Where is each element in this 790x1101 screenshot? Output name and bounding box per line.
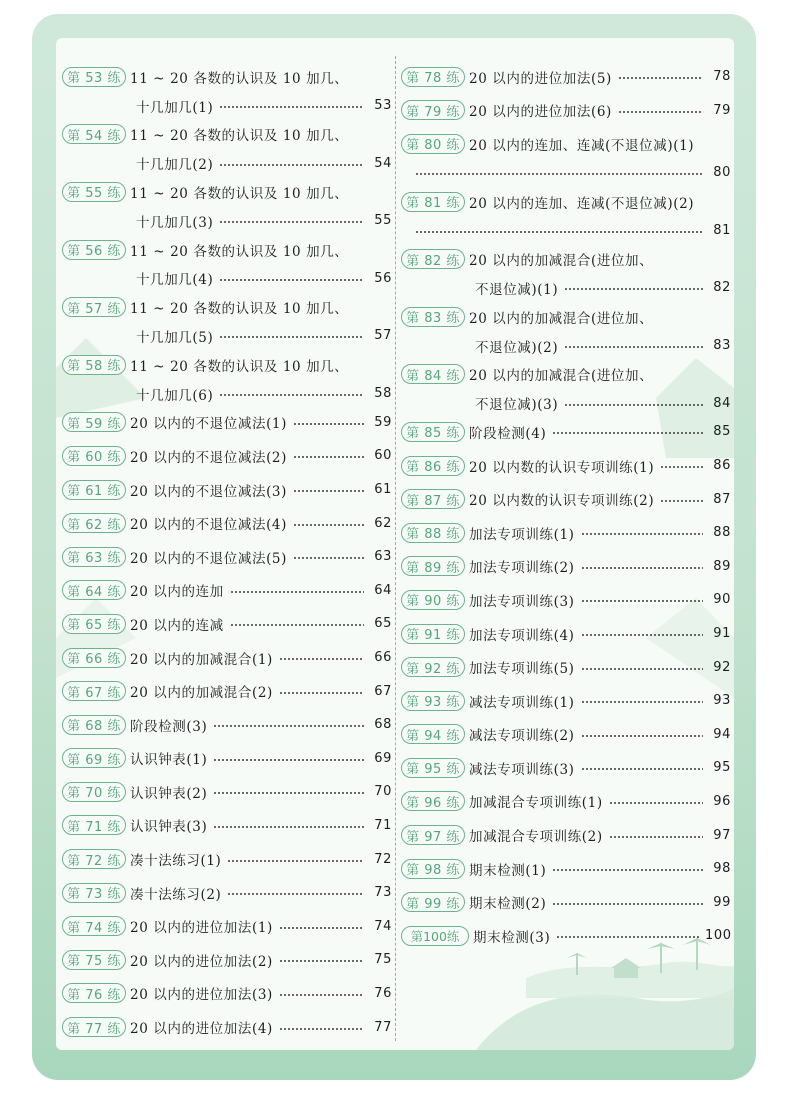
toc-entry[interactable] [401, 550, 731, 584]
toc-entry[interactable] [62, 439, 392, 473]
toc-entry[interactable] [401, 242, 731, 300]
toc-entry[interactable] [401, 583, 731, 617]
leader-dots [609, 836, 703, 838]
lesson-badge: 第 76 练 [62, 983, 126, 1003]
leader-dots [618, 111, 703, 113]
toc-entry[interactable] [62, 909, 392, 943]
toc-entry[interactable] [62, 473, 392, 507]
lesson-title: 加法专项训练(3) [469, 593, 575, 610]
toc-entry[interactable] [401, 650, 731, 684]
page-number: 70 [374, 784, 392, 800]
lesson-title: 20 以内的连加、连减(不退位减)(2) [469, 195, 695, 212]
lesson-badge: 第 61 练 [62, 480, 126, 500]
lesson-title-continued: 十几加几(3) [136, 214, 214, 231]
leader-dots [279, 927, 364, 929]
leader-dots [279, 692, 364, 694]
toc-entry[interactable] [401, 127, 731, 185]
lesson-badge: 第 53 练 [62, 67, 126, 87]
page-number: 55 [374, 213, 392, 229]
leader-dots [552, 869, 703, 871]
page-number: 88 [713, 525, 731, 541]
toc-entry[interactable] [62, 118, 392, 176]
toc-entry[interactable] [401, 482, 731, 516]
leader-dots [293, 524, 364, 526]
lesson-badge: 第 66 练 [62, 648, 126, 668]
lesson-badge: 第 59 练 [62, 412, 126, 432]
page-number: 62 [374, 515, 392, 531]
leader-dots [609, 802, 703, 804]
toc-entry[interactable] [62, 60, 392, 118]
toc-entry[interactable] [62, 1010, 392, 1044]
lesson-title: 20 以内的不退位减法(3) [130, 483, 287, 500]
page-number: 81 [713, 222, 731, 238]
lesson-badge: 第 65 练 [62, 614, 126, 634]
page-number: 58 [374, 386, 392, 402]
page-number: 63 [374, 549, 392, 565]
lesson-title: 凑十法练习(2) [130, 886, 222, 903]
page-number: 56 [374, 270, 392, 286]
lesson-title: 认识钟表(1) [130, 752, 208, 769]
lesson-badge: 第 90 练 [401, 590, 465, 610]
toc-entry[interactable] [401, 358, 731, 416]
lesson-badge: 第 94 练 [401, 724, 465, 744]
toc-entry[interactable] [62, 842, 392, 876]
leader-dots [556, 936, 699, 938]
lesson-title: 20 以内的进位加法(5) [469, 70, 612, 87]
lesson-title: 加减混合专项训练(2) [469, 829, 603, 846]
lesson-title: 20 以内的加减混合(2) [130, 685, 273, 702]
lesson-title: 20 以内的进位加法(2) [130, 953, 273, 970]
toc-entry[interactable] [401, 684, 731, 718]
page-number: 71 [374, 817, 392, 833]
leader-dots [564, 404, 703, 406]
lesson-title: 20 以内的连减 [130, 617, 224, 634]
lesson-title: 20 以内的进位加法(4) [130, 1021, 273, 1038]
lesson-title: 加法专项训练(1) [469, 526, 575, 543]
lesson-badge: 第 62 练 [62, 513, 126, 533]
toc-left-column [62, 60, 392, 1044]
leader-dots [581, 701, 703, 703]
lesson-title: 加法专项训练(4) [469, 627, 575, 644]
page-number: 83 [713, 338, 731, 354]
toc-panel [56, 38, 734, 1050]
page-number: 85 [713, 424, 731, 440]
toc-entry[interactable] [62, 708, 392, 742]
toc-entry[interactable] [62, 977, 392, 1011]
toc-entry[interactable] [62, 876, 392, 910]
leader-dots [230, 591, 364, 593]
leader-dots [219, 279, 364, 281]
lesson-title: 认识钟表(2) [130, 785, 208, 802]
page-number: 89 [713, 558, 731, 574]
lesson-title: 20 以内数的认识专项训练(1) [469, 459, 655, 476]
page-number: 100 [705, 928, 732, 944]
leader-dots [293, 456, 364, 458]
leader-dots [227, 893, 364, 895]
leader-dots [581, 634, 703, 636]
lesson-badge: 第 72 练 [62, 849, 126, 869]
leader-dots [279, 1028, 364, 1030]
lesson-title: 11 ~ 20 各数的认识及 10 加几、 [130, 243, 349, 260]
toc-entry[interactable] [62, 574, 392, 608]
lesson-badge: 第 98 练 [401, 859, 465, 879]
lesson-badge: 第 73 练 [62, 883, 126, 903]
lesson-title: 20 以内的加减混合(进位加、 [469, 310, 654, 327]
toc-entry[interactable] [62, 809, 392, 843]
lesson-title-continued: 十几加几(6) [136, 387, 214, 404]
page-number: 79 [713, 102, 731, 118]
lesson-badge: 第 84 练 [401, 364, 465, 384]
lesson-title-continued: 十几加几(2) [136, 157, 214, 174]
lesson-badge: 第 60 练 [62, 446, 126, 466]
leader-dots [213, 725, 364, 727]
lesson-title: 20 以内的进位加法(1) [130, 920, 273, 937]
toc-entry[interactable] [401, 852, 731, 886]
leader-dots [660, 466, 703, 468]
leader-dots [219, 394, 364, 396]
lesson-title: 11 ~ 20 各数的认识及 10 加几、 [130, 358, 349, 375]
lesson-title: 20 以内的不退位减法(4) [130, 517, 287, 534]
lesson-title: 20 以内的进位加法(3) [130, 987, 273, 1004]
lesson-title: 阶段检测(3) [130, 718, 208, 735]
lesson-badge: 第 79 练 [401, 100, 465, 120]
lesson-title: 加减混合专项训练(1) [469, 795, 603, 812]
lesson-badge: 第 74 练 [62, 916, 126, 936]
lesson-badge: 第 63 练 [62, 547, 126, 567]
toc-entry[interactable] [62, 674, 392, 708]
lesson-title: 20 以内的连加 [130, 584, 224, 601]
toc-entry[interactable] [62, 775, 392, 809]
lesson-title: 11 ~ 20 各数的认识及 10 加几、 [130, 185, 349, 202]
lesson-title: 期末检测(2) [469, 896, 547, 913]
leader-dots [230, 624, 364, 626]
leader-dots [581, 533, 703, 535]
lesson-badge: 第 96 练 [401, 791, 465, 811]
page-number: 86 [713, 458, 731, 474]
page-number: 82 [713, 280, 731, 296]
lesson-title-continued: 不退位减)(2) [475, 339, 559, 356]
leader-dots [552, 903, 703, 905]
lesson-title: 期末检测(3) [473, 929, 551, 946]
lesson-badge: 第 78 练 [401, 67, 465, 87]
lesson-badge: 第 85 练 [401, 422, 465, 442]
page-number: 77 [374, 1019, 392, 1035]
page-number: 53 [374, 98, 392, 114]
lesson-title: 阶段检测(4) [469, 425, 547, 442]
lesson-title: 20 以内的进位加法(6) [469, 104, 612, 121]
toc-entry[interactable] [401, 617, 731, 651]
lesson-title-continued: 不退位减)(3) [475, 397, 559, 414]
leader-dots [227, 860, 364, 862]
lesson-title: 20 以内数的认识专项训练(2) [469, 493, 655, 510]
leader-dots [213, 759, 364, 761]
leader-dots [581, 768, 703, 770]
lesson-title: 20 以内的连加、连减(不退位减)(1) [469, 137, 695, 154]
lesson-badge: 第 83 练 [401, 307, 465, 327]
page-number: 72 [374, 851, 392, 867]
leader-dots [581, 668, 703, 670]
lesson-badge: 第 67 练 [62, 681, 126, 701]
page-number: 54 [374, 155, 392, 171]
page-number: 84 [713, 395, 731, 411]
lesson-title: 凑十法练习(1) [130, 853, 222, 870]
leader-dots [564, 288, 703, 290]
page-number: 91 [713, 626, 731, 642]
page-number: 68 [374, 717, 392, 733]
page-number: 87 [713, 491, 731, 507]
lesson-badge: 第 68 练 [62, 715, 126, 735]
lesson-badge: 第 58 练 [62, 355, 126, 375]
leader-dots [564, 346, 703, 348]
lesson-badge: 第 88 练 [401, 523, 465, 543]
toc-entry[interactable] [62, 943, 392, 977]
leader-dots [219, 336, 364, 338]
lesson-badge: 第 93 练 [401, 691, 465, 711]
lesson-badge: 第 97 练 [401, 825, 465, 845]
lesson-badge: 第 55 练 [62, 182, 126, 202]
page-number: 97 [713, 827, 731, 843]
page-number: 93 [713, 693, 731, 709]
lesson-badge: 第100练 [401, 926, 469, 946]
lesson-badge: 第 77 练 [62, 1017, 126, 1037]
lesson-badge: 第 69 练 [62, 748, 126, 768]
toc-entry[interactable] [401, 60, 731, 94]
lesson-title: 减法专项训练(3) [469, 761, 575, 778]
page-number: 80 [713, 165, 731, 181]
lesson-title: 20 以内的不退位减法(2) [130, 449, 287, 466]
lesson-title: 减法专项训练(2) [469, 728, 575, 745]
leader-dots [293, 557, 364, 559]
toc-entry[interactable] [401, 94, 731, 128]
toc-entry[interactable] [401, 185, 731, 243]
lesson-title-continued: 不退位减)(1) [475, 281, 559, 298]
lesson-badge: 第 89 练 [401, 556, 465, 576]
leader-dots [293, 423, 364, 425]
page-number: 57 [374, 328, 392, 344]
lesson-badge: 第 91 练 [401, 624, 465, 644]
page-number: 64 [374, 582, 392, 598]
lesson-title: 20 以内的加减混合(进位加、 [469, 253, 654, 270]
toc-entry[interactable] [401, 718, 731, 752]
leader-dots [660, 500, 703, 502]
leader-dots [213, 826, 364, 828]
lesson-title: 20 以内的加减混合(进位加、 [469, 368, 654, 385]
leader-dots [293, 490, 364, 492]
page-number: 96 [713, 793, 731, 809]
page-number: 73 [374, 885, 392, 901]
lesson-title: 认识钟表(3) [130, 819, 208, 836]
leader-dots [219, 221, 364, 223]
page-number: 92 [713, 659, 731, 675]
leader-dots [618, 77, 703, 79]
lesson-title: 减法专项训练(1) [469, 694, 575, 711]
page-number: 74 [374, 918, 392, 934]
toc-entry[interactable] [62, 406, 392, 440]
page-number: 99 [713, 894, 731, 910]
lesson-title: 期末检测(1) [469, 862, 547, 879]
lesson-badge: 第 87 练 [401, 489, 465, 509]
toc-entry[interactable] [62, 233, 392, 291]
lesson-title: 加法专项训练(2) [469, 560, 575, 577]
lesson-badge: 第 86 练 [401, 456, 465, 476]
toc-entry[interactable] [401, 415, 731, 449]
lesson-title: 11 ~ 20 各数的认识及 10 加几、 [130, 70, 349, 87]
lesson-badge: 第 80 练 [401, 134, 465, 154]
leader-dots [581, 600, 703, 602]
lesson-badge: 第 92 练 [401, 657, 465, 677]
page-number: 60 [374, 448, 392, 464]
lesson-badge: 第 70 练 [62, 782, 126, 802]
leader-dots [552, 432, 703, 434]
toc-entry[interactable] [62, 641, 392, 675]
toc-entry[interactable] [62, 175, 392, 233]
leader-dots [279, 658, 364, 660]
page-number: 59 [374, 414, 392, 430]
toc-entry[interactable] [62, 348, 392, 406]
lesson-title: 20 以内的不退位减法(5) [130, 550, 287, 567]
lesson-title-continued: 十几加几(5) [136, 329, 214, 346]
column-divider [395, 56, 396, 1041]
toc-right-column [401, 60, 731, 953]
lesson-title-continued: 十几加几(1) [136, 99, 214, 116]
toc-entry[interactable] [401, 885, 731, 919]
page-number: 61 [374, 482, 392, 498]
lesson-badge: 第 81 练 [401, 192, 465, 212]
toc-entry[interactable] [62, 506, 392, 540]
lesson-badge: 第 82 练 [401, 249, 465, 269]
leader-dots [213, 792, 364, 794]
page-number: 65 [374, 616, 392, 632]
page-number: 95 [713, 760, 731, 776]
page-number: 76 [374, 985, 392, 1001]
page-number: 67 [374, 683, 392, 699]
toc-entry[interactable] [401, 300, 731, 358]
lesson-title: 11 ~ 20 各数的认识及 10 加几、 [130, 128, 349, 145]
toc-entry[interactable] [401, 919, 731, 953]
lesson-badge: 第 95 练 [401, 758, 465, 778]
page-number: 94 [713, 726, 731, 742]
leader-dots [415, 231, 703, 233]
page-number: 66 [374, 650, 392, 666]
toc-entry[interactable] [401, 516, 731, 550]
lesson-title: 11 ~ 20 各数的认识及 10 加几、 [130, 301, 349, 318]
leader-dots [219, 164, 364, 166]
lesson-badge: 第 75 练 [62, 950, 126, 970]
lesson-badge: 第 64 练 [62, 580, 126, 600]
page-number: 78 [713, 69, 731, 85]
page-number: 69 [374, 750, 392, 766]
toc-entry[interactable] [401, 751, 731, 785]
leader-dots [219, 106, 364, 108]
lesson-title-continued: 十几加几(4) [136, 272, 214, 289]
leader-dots [581, 735, 703, 737]
leader-dots [415, 173, 703, 175]
toc-entry[interactable] [401, 785, 731, 819]
page-number: 75 [374, 952, 392, 968]
lesson-badge: 第 57 练 [62, 297, 126, 317]
toc-entry[interactable] [62, 607, 392, 641]
leader-dots [279, 960, 364, 962]
toc-entry[interactable] [62, 742, 392, 776]
lesson-badge: 第 56 练 [62, 240, 126, 260]
lesson-title: 加法专项训练(5) [469, 661, 575, 678]
lesson-badge: 第 71 练 [62, 815, 126, 835]
lesson-title: 20 以内的不退位减法(1) [130, 416, 287, 433]
leader-dots [581, 567, 703, 569]
toc-entry[interactable] [62, 540, 392, 574]
lesson-title: 20 以内的加减混合(1) [130, 651, 273, 668]
hut-icon [611, 958, 641, 978]
page-number: 98 [713, 861, 731, 877]
lesson-badge: 第 99 练 [401, 892, 465, 912]
toc-entry[interactable] [401, 818, 731, 852]
toc-entry[interactable] [62, 290, 392, 348]
lesson-badge: 第 54 练 [62, 124, 126, 144]
leader-dots [279, 994, 364, 996]
toc-entry[interactable] [401, 449, 731, 483]
page-number: 90 [713, 592, 731, 608]
